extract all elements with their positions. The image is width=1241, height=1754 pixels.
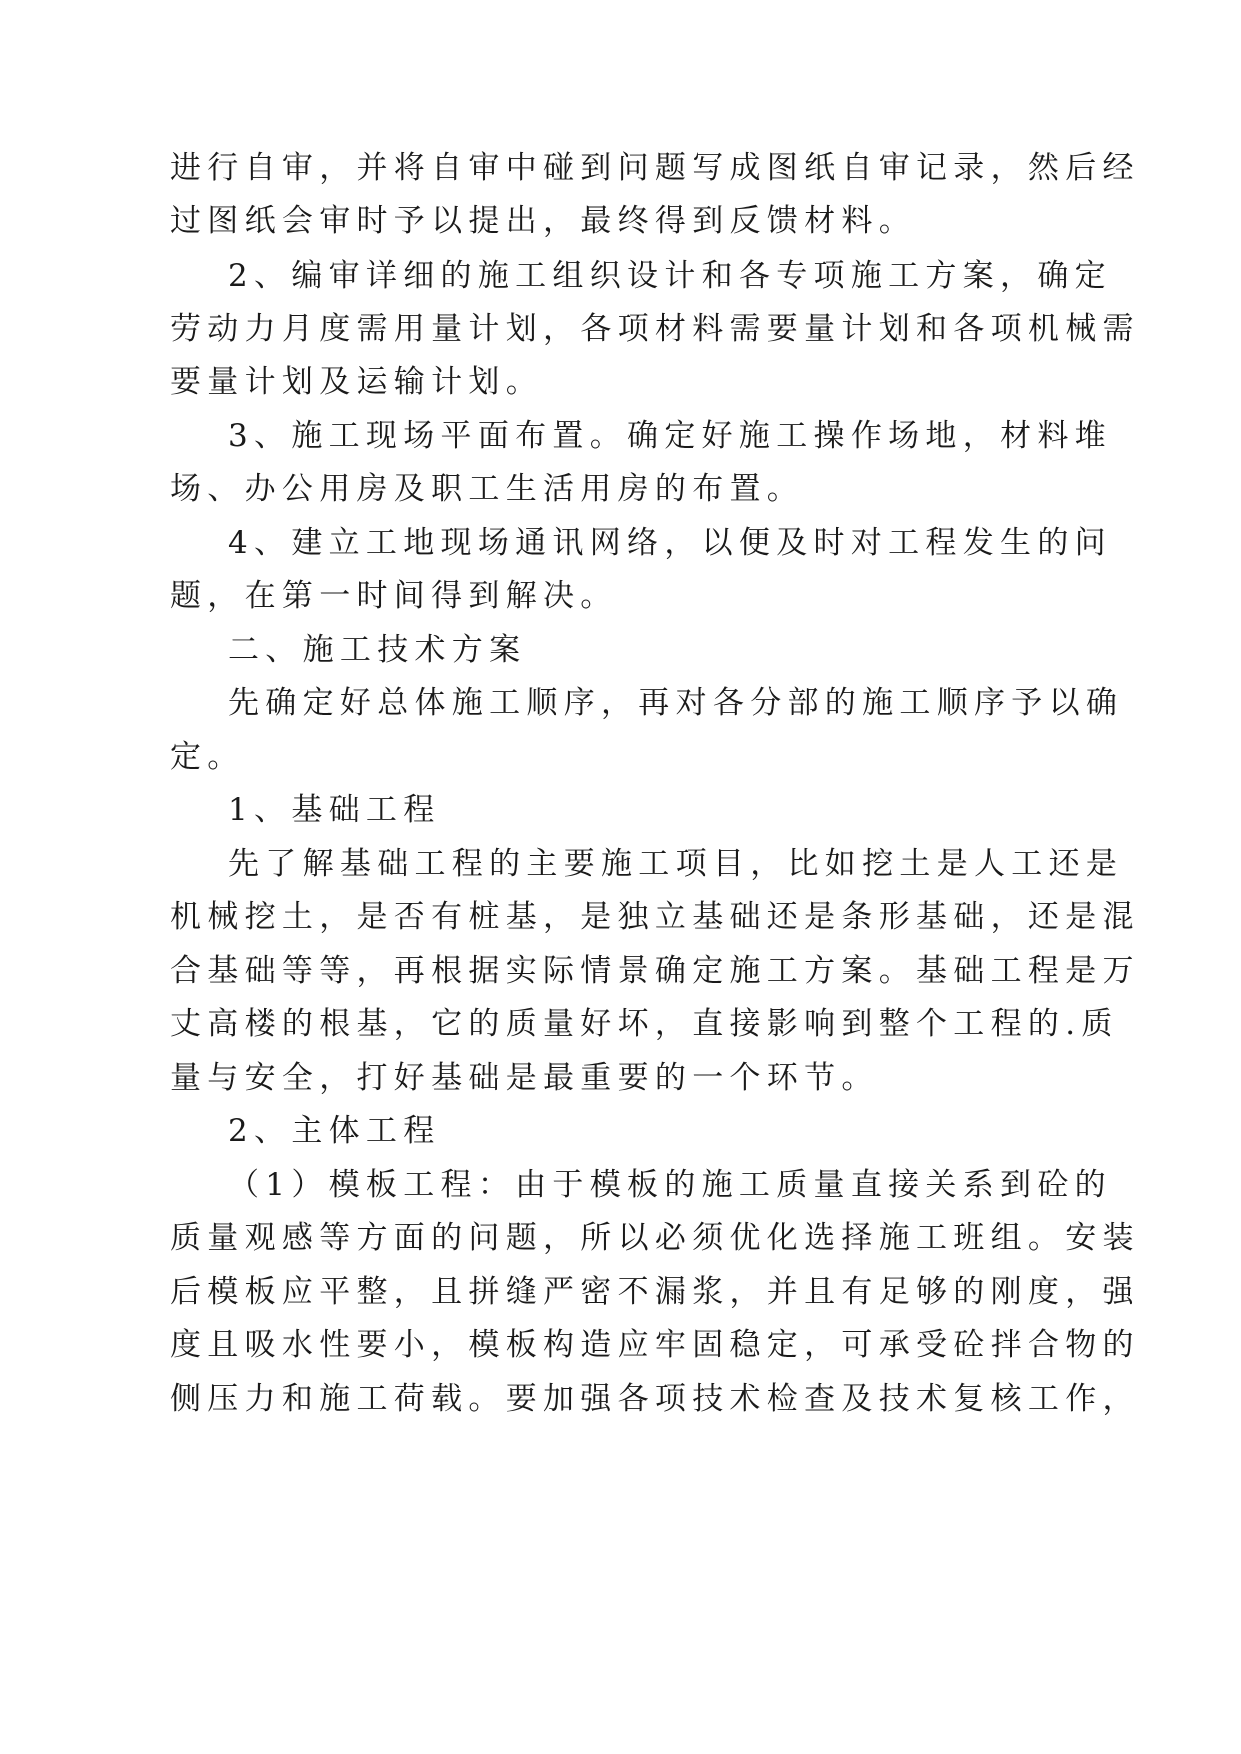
text-line: 2、编审详细的施工组织设计和各专项施工方案，确定 xyxy=(228,258,1112,294)
text-line: 要量计划及运输计划。 xyxy=(170,364,543,400)
text-line: 丈高楼的根基，它的质量好坏，直接影响到整个工程的.质 xyxy=(170,1006,1119,1042)
subsection-heading: 1、基础工程 xyxy=(228,792,441,828)
text-line: 侧压力和施工荷载。要加强各项技术检查及技术复核工作， xyxy=(170,1381,1140,1417)
text-line: 进行自审，并将自审中碰到问题写成图纸自审记录，然后经 xyxy=(170,150,1140,186)
section-heading: 二、施工技术方案 xyxy=(228,632,527,668)
text-line: （1）模板工程：由于模板的施工质量直接关系到砼的 xyxy=(228,1167,1112,1203)
text-line: 度且吸水性要小，模板构造应牢固稳定，可承受砼拌合物的 xyxy=(170,1327,1140,1363)
text-line: 后模板应平整，且拼缝严密不漏浆，并且有足够的刚度，强 xyxy=(170,1274,1140,1310)
text-line: 合基础等等，再根据实际情景确定施工方案。基础工程是万 xyxy=(170,953,1140,989)
text-line: 机械挖土，是否有桩基，是独立基础还是条形基础，还是混 xyxy=(170,899,1140,935)
text-line: 质量观感等方面的问题，所以必须优化选择施工班组。安装 xyxy=(170,1220,1140,1256)
text-line: 劳动力月度需用量计划，各项材料需要量计划和各项机械需 xyxy=(170,311,1140,347)
text-line: 定。 xyxy=(170,739,245,775)
text-line: 题，在第一时间得到解决。 xyxy=(170,578,618,614)
text-line: 先了解基础工程的主要施工项目，比如挖土是人工还是 xyxy=(228,846,1124,882)
text-line: 量与安全，打好基础是最重要的一个环节。 xyxy=(170,1060,879,1096)
text-line: 过图纸会审时予以提出，最终得到反馈材料。 xyxy=(170,203,916,239)
text-line: 先确定好总体施工顺序，再对各分部的施工顺序予以确 xyxy=(228,685,1124,721)
subsection-heading: 2、主体工程 xyxy=(228,1113,441,1149)
text-line: 4、建立工地现场通讯网络，以便及时对工程发生的问 xyxy=(228,525,1112,561)
text-line: 场、办公用房及职工生活用房的布置。 xyxy=(170,471,805,507)
text-line: 3、施工现场平面布置。确定好施工操作场地，材料堆 xyxy=(228,418,1112,454)
